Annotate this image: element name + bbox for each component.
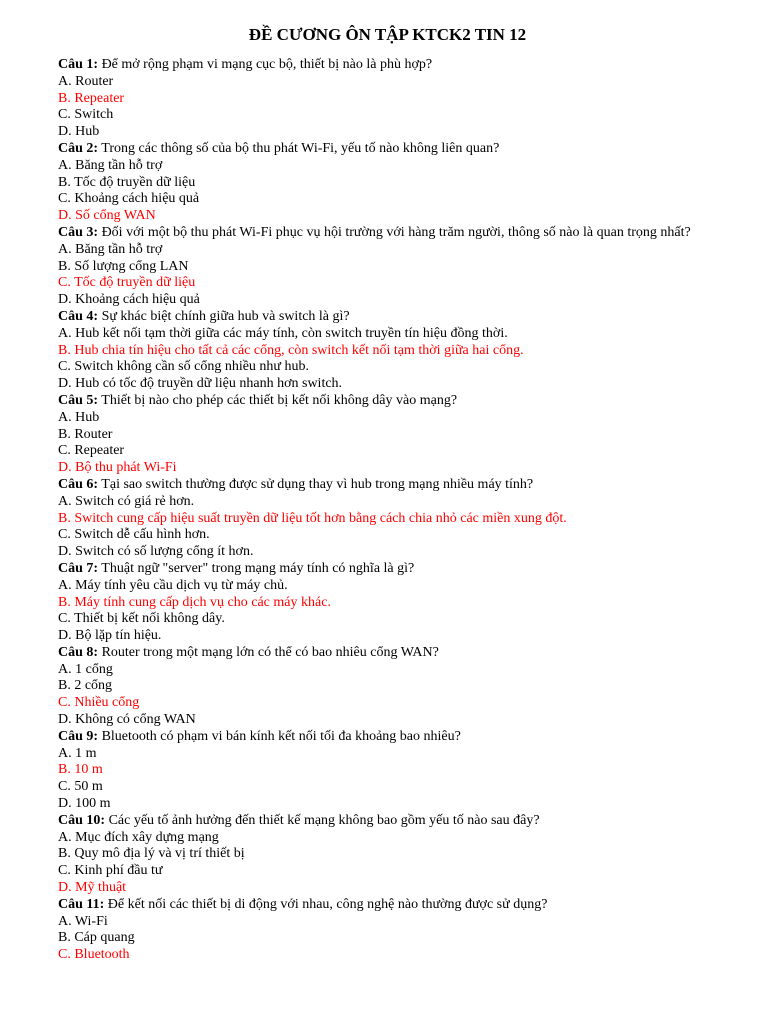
question-number: Câu 9: [58, 728, 99, 744]
question-text [58, 393, 717, 410]
question-prompt: Để kết nối các thiết bị di động với nhau, công nghệ nào thường được sử dụng? [104, 896, 548, 912]
answer-option: C. Khoảng cách hiệu quả [58, 191, 200, 207]
answer-option: B. Router [58, 426, 113, 442]
question-prompt: Router trong một mạng lớn có thể có bao nhiêu cổng WAN? [98, 644, 439, 660]
question-prompt: Để mở rộng phạm vi mạng cục bộ, thiết bị nào là phù hợp? [98, 57, 433, 72]
question-block [58, 57, 717, 141]
answer-option: C. Switch dễ cấu hình hơn. [58, 527, 210, 543]
answer-option: B. Cáp quang [58, 930, 135, 946]
question-block [58, 477, 717, 561]
answer-option: A. Hub kết nối tạm thời giữa các máy tính, còn switch truyền tín hiệu đồng thời. [58, 325, 508, 341]
answer-option: D. Hub có tốc độ truyền dữ liệu nhanh hơn switch. [58, 376, 343, 392]
question-text [58, 225, 717, 242]
answer-option-correct: B. Hub chia tín hiệu cho tất cả các cổng, còn switch kết nối tạm thời giữa hai cổng. [58, 342, 524, 358]
question-number: Câu 6: [58, 476, 99, 492]
answer-option: D. Bộ lặp tín hiệu. [58, 628, 162, 644]
question-prompt: Các yếu tố ảnh hưởng đến thiết kế mạng không bao gồm yếu tố nào sau đây? [105, 812, 540, 828]
answer-option-correct: C. Tốc độ truyền dữ liệu [58, 275, 196, 291]
answer-option: A. Wi-Fi [58, 913, 108, 929]
answer-option-correct: C. Bluetooth [58, 947, 130, 963]
answer-option: C. Switch [58, 107, 114, 123]
question-text [58, 561, 717, 578]
answer-option: A. Router [58, 73, 114, 89]
question-prompt: Thiết bị nào cho phép các thiết bị kết nối không dây vào mạng? [98, 392, 458, 408]
answer-option: A. Băng tần hỗ trợ [58, 241, 163, 257]
question-number: Câu 2: [58, 140, 99, 156]
question-number: Câu 11: [58, 896, 105, 912]
question-block [58, 561, 717, 645]
answer-option: D. Hub [58, 124, 100, 140]
answer-option: B. 2 cổng [58, 678, 113, 694]
answer-option: D. 100 m [58, 796, 111, 812]
question-number: Câu 3: [58, 224, 99, 240]
answer-option: C. 50 m [58, 779, 103, 795]
answer-option: A. 1 cổng [58, 661, 113, 677]
answer-option: C. Repeater [58, 443, 125, 459]
question-number: Câu 5: [58, 392, 99, 408]
answer-option: A. Mục đích xây dựng mạng [58, 829, 219, 845]
answer-option-correct: D. Số cổng WAN [58, 208, 156, 224]
question-block [58, 225, 717, 309]
answer-option: C. Kinh phí đầu tư [58, 863, 163, 879]
answer-option: A. Hub [58, 409, 100, 425]
answer-option: A. 1 m [58, 745, 97, 761]
question-number: Câu 1: [58, 57, 99, 72]
question-text [58, 477, 717, 494]
answer-option-correct: B. Máy tính cung cấp dịch vụ cho các máy khác. [58, 594, 331, 610]
answer-option: A. Băng tần hỗ trợ [58, 157, 163, 173]
answer-option: D. Khoảng cách hiệu quả [58, 292, 200, 308]
answer-option-correct: D. Bộ thu phát Wi-Fi [58, 460, 177, 476]
question-prompt: Trong các thông số của bộ thu phát Wi-Fi, yếu tố nào không liên quan? [98, 140, 500, 156]
question-text [58, 645, 717, 662]
answer-option-correct: B. Repeater [58, 90, 125, 106]
question-prompt: Tại sao switch thường được sử dụng thay vì hub trong mạng nhiều máy tính? [98, 476, 534, 492]
question-block [58, 141, 717, 225]
question-number: Câu 7: [58, 560, 99, 576]
question-prompt: Sự khác biệt chính giữa hub và switch là gì? [98, 308, 350, 324]
question-block [58, 645, 717, 729]
question-text [58, 813, 717, 830]
question-block [58, 309, 717, 393]
answer-option-correct: B. 10 m [58, 762, 103, 778]
question-text [58, 897, 717, 914]
question-block [58, 729, 717, 813]
answer-option: A. Switch có giá rẻ hơn. [58, 493, 195, 509]
answer-option: C. Thiết bị kết nối không dây. [58, 611, 225, 627]
answer-option: D. Không có cổng WAN [58, 712, 196, 728]
answer-option: B. Số lượng cổng LAN [58, 258, 189, 274]
answer-option: D. Switch có số lượng cổng ít hơn. [58, 544, 254, 560]
question-list [58, 57, 717, 964]
answer-option-correct: C. Nhiều cổng [58, 695, 140, 711]
question-number: Câu 10: [58, 812, 106, 828]
question-text [58, 141, 717, 158]
question-block [58, 813, 717, 897]
question-prompt: Thuật ngữ "server" trong mạng máy tính có nghĩa là gì? [98, 560, 415, 576]
answer-option-correct: B. Switch cung cấp hiệu suất truyền dữ liệu tốt hơn bằng cách chia nhỏ các miền xung đột. [58, 510, 567, 526]
question-text [58, 57, 717, 74]
answer-option: C. Switch không cần số cổng nhiều như hub. [58, 359, 310, 375]
question-text [58, 729, 717, 746]
question-text [58, 309, 717, 326]
answer-option: B. Tốc độ truyền dữ liệu [58, 174, 196, 190]
answer-option: B. Quy mô địa lý và vị trí thiết bị [58, 846, 245, 862]
document-title: ĐỀ CƯƠNG ÔN TẬP KTCK2 TIN 12 [248, 25, 527, 44]
answer-option: A. Máy tính yêu cầu dịch vụ từ máy chủ. [58, 577, 288, 593]
question-number: Câu 4: [58, 308, 99, 324]
answer-option-correct: D. Mỹ thuật [58, 880, 127, 896]
question-block [58, 393, 717, 477]
question-prompt: Đối với một bộ thu phát Wi-Fi phục vụ hội trường với hàng trăm người, thông số nào là quan trọng nhất? [98, 224, 691, 240]
question-block [58, 897, 717, 964]
question-prompt: Bluetooth có phạm vi bán kính kết nối tối đa khoảng bao nhiêu? [98, 728, 461, 744]
question-number: Câu 8: [58, 644, 99, 660]
